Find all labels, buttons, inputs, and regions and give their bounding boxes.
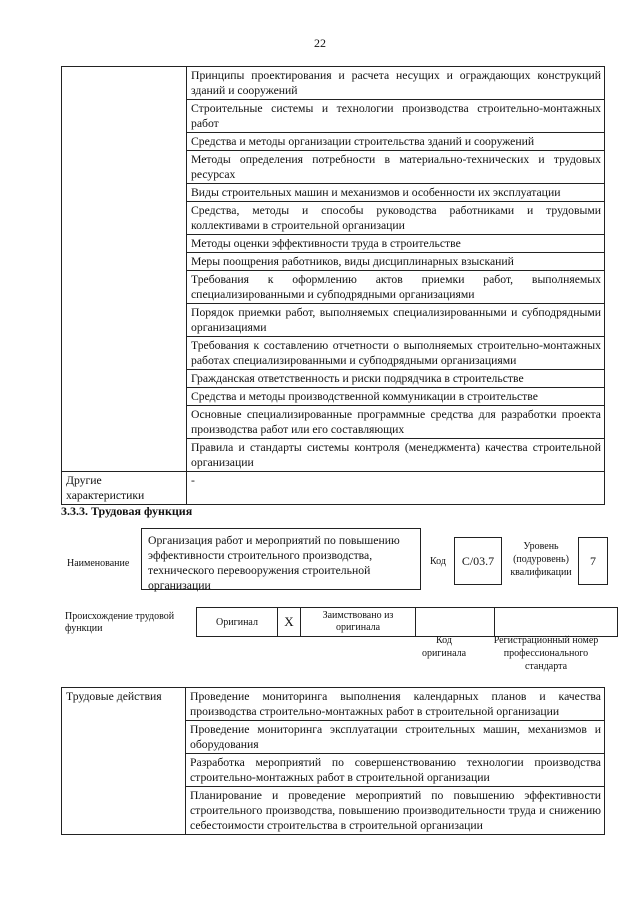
knowledge-item: Правила и стандарты системы контроля (менеджмента) качества строительной организации — [187, 439, 605, 472]
knowledge-item: Принципы проектирования и расчета несущих и ограждающих конструкций зданий и сооружений — [187, 67, 605, 100]
knowledge-label-cell — [62, 370, 187, 388]
knowledge-row — [62, 100, 605, 133]
qualification-level-label: Уровень (подуровень) квалификации — [510, 541, 572, 578]
knowledge-row — [62, 337, 605, 370]
knowledge-row — [62, 304, 605, 337]
knowledge-row — [62, 406, 605, 439]
knowledge-item: Строительные системы и технологии производства строительно-монтажных работ — [187, 100, 605, 133]
action-item: Проведение мониторинга выполнения календарных планов и качества производства строительно-монтажных работ в строительной организации — [186, 688, 605, 721]
knowledge-item: Меры поощрения работников, виды дисциплинарных взысканий — [187, 253, 605, 271]
knowledge-row — [62, 235, 605, 253]
knowledge-label-cell — [62, 133, 187, 151]
origin-code-cell — [416, 608, 495, 637]
knowledge-row — [62, 370, 605, 388]
knowledge-item: Методы определения потребности в материально-технических и трудовых ресурсах — [187, 151, 605, 184]
origin-reg-cell — [495, 608, 618, 637]
knowledge-item: Виды строительных машин и механизмов и особенности их эксплуатации — [187, 184, 605, 202]
origin-code-caption: Код оригинала — [421, 635, 467, 659]
function-code-value: C/03.7 — [454, 537, 502, 585]
knowledge-row — [62, 253, 605, 271]
knowledge-row — [62, 151, 605, 184]
knowledge-label-cell — [62, 100, 187, 133]
knowledge-label-cell — [62, 253, 187, 271]
knowledge-row — [62, 184, 605, 202]
knowledge-table — [61, 66, 605, 505]
qualification-level-value: 7 — [578, 537, 608, 585]
origin-original-label: Оригинал — [197, 608, 278, 637]
other-characteristics-label: Другие характеристики — [62, 472, 187, 505]
knowledge-label-cell — [62, 388, 187, 406]
knowledge-item: Методы оценки эффективности труда в строительстве — [187, 235, 605, 253]
page-number: 22 — [314, 36, 326, 50]
knowledge-label-cell — [62, 337, 187, 370]
knowledge-label-cell — [62, 67, 187, 100]
knowledge-item: Требования к оформлению актов приемки работ, выполняемых специализированными и субподрядными организациями — [187, 271, 605, 304]
function-name-value: Организация работ и мероприятий по повышению эффективности строительного производства, технического перевооружения строительной организации — [141, 528, 421, 590]
knowledge-row — [62, 388, 605, 406]
action-item: Проведение мониторинга эксплуатации строительных машин, механизмов и оборудования — [186, 721, 605, 754]
knowledge-item: Гражданская ответственность и риски подрядчика в строительстве — [187, 370, 605, 388]
knowledge-item: Средства и методы производственной коммуникации в строительстве — [187, 388, 605, 406]
actions-label: Трудовые действия — [62, 688, 186, 835]
origin-reg-caption: Регистрационный номер профессионального стандарта — [493, 635, 599, 672]
function-name-label: Наименование — [67, 558, 130, 569]
actions-table — [61, 687, 605, 835]
knowledge-item: Средства и методы организации строительства зданий и сооружений — [187, 133, 605, 151]
knowledge-label-cell — [62, 439, 187, 472]
knowledge-row — [62, 67, 605, 100]
knowledge-item: Средства, методы и способы руководства работниками и трудовыми коллективами в строительной организации — [187, 202, 605, 235]
section-title: 3.3.3. Трудовая функция — [61, 504, 193, 518]
knowledge-item: Порядок приемки работ, выполняемых специализированными и субподрядными организациями — [187, 304, 605, 337]
knowledge-row — [62, 133, 605, 151]
knowledge-label-cell — [62, 304, 187, 337]
origin-borrowed-label: Заимствовано из оригинала — [301, 608, 416, 637]
knowledge-row — [62, 202, 605, 235]
knowledge-item: Основные специализированные программные средства для разработки проекта производства работ или его составляющих — [187, 406, 605, 439]
knowledge-label-cell — [62, 202, 187, 235]
origin-label: Происхождение трудовой функции — [65, 611, 175, 634]
knowledge-row — [62, 439, 605, 472]
knowledge-label-cell — [62, 235, 187, 253]
action-row — [62, 688, 605, 721]
knowledge-label-cell — [62, 151, 187, 184]
other-characteristics-value: - — [187, 472, 605, 505]
knowledge-label-cell — [62, 406, 187, 439]
knowledge-label-cell — [62, 271, 187, 304]
action-item: Разработка мероприятий по совершенствованию технологии производства строительно-монтажных работ в строительной организации — [186, 754, 605, 787]
action-item: Планирование и проведение мероприятий по повышению эффективности строительного производства, повышению производительности труда и снижению себестоимости строительства в строительной организации — [186, 787, 605, 835]
origin-table — [196, 607, 618, 637]
function-code-label: Код — [430, 556, 446, 567]
knowledge-row — [62, 271, 605, 304]
other-characteristics-row — [62, 472, 605, 505]
origin-mark: X — [278, 608, 301, 637]
knowledge-item: Требования к составлению отчетности о выполняемых строительно-монтажных работах специализированными и субподрядными организациями — [187, 337, 605, 370]
knowledge-label-cell — [62, 184, 187, 202]
